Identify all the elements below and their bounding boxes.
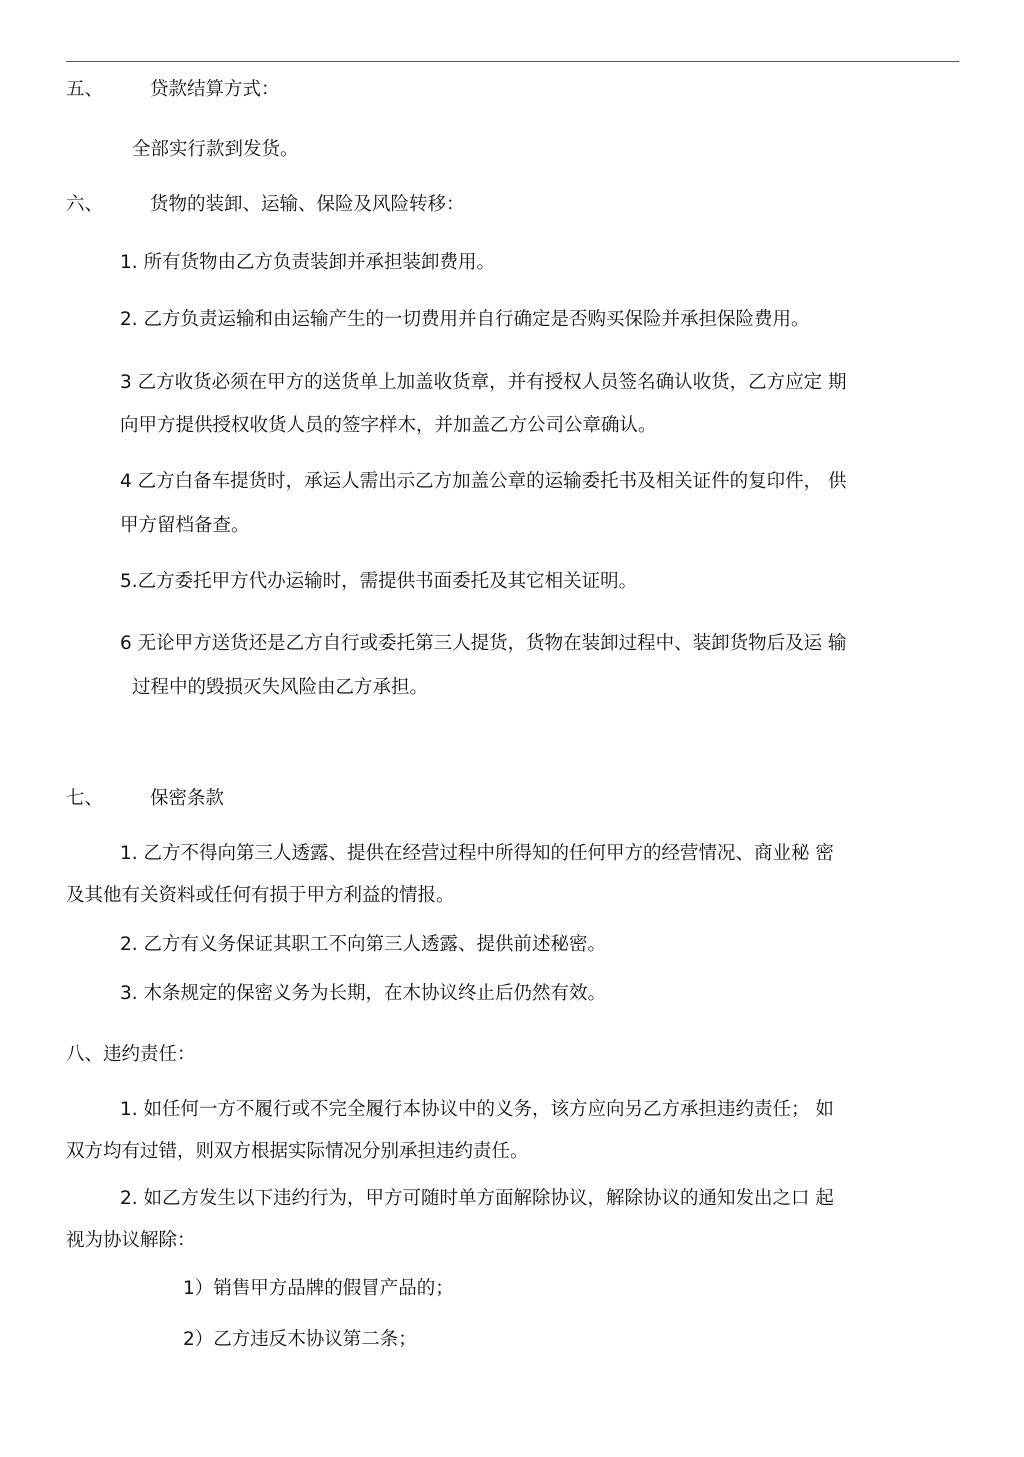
section-8-item-1-line-2: 双方均有过错，则双方根据实际情况分别承担违约责任。 — [66, 1141, 529, 1162]
section-7-item-1-line-1: 1. 乙方不得向第三人透露、提供在经营过程中所得知的任何甲方的经营情况、商业秘 密 — [120, 843, 834, 864]
section-6-item-5: 5.乙方委托甲方代办运输时，需提供书面委托及其它相关证明。 — [120, 571, 638, 592]
section-6-title: 货物的装卸、运输、保险及风险转移： — [150, 194, 465, 215]
section-6-item-2: 2. 乙方负责运输和由运输产生的一切费用并自行确定是否购买保险并承担保险费用。 — [120, 309, 810, 330]
section-6-item-4-line-2: 甲方留档备查。 — [120, 515, 250, 536]
section-5-number: 五、 — [66, 79, 104, 100]
section-8-subitem-2: 2）乙方违反木协议第二条； — [183, 1329, 417, 1350]
section-7-title: 保密条款 — [150, 788, 225, 809]
section-8-item-1-line-1: 1. 如任何一方不履行或不完全履行本协议中的义务，该方应向另乙方承担违约责任； 如 — [120, 1099, 834, 1120]
section-5-title: 贷款结算方式： — [150, 79, 280, 100]
section-5-body: 全部实行款到发货。 — [132, 139, 299, 160]
header-rule — [66, 61, 959, 62]
section-8-subitem-1: 1）销售甲方品牌的假冒产品的； — [183, 1278, 454, 1299]
section-7-item-1-line-2: 及其他有关资料或任何有损于甲方利益的情报。 — [66, 885, 455, 906]
section-6-item-3-line-2: 向甲方提供授权收货人员的签字样木，并加盖乙方公司公章确认。 — [120, 415, 657, 436]
section-8-item-2-line-2: 视为协议解除： — [66, 1230, 196, 1251]
section-6-item-3-line-1: 3 乙方收货必须在甲方的送货单上加盖收货章，并有授权人员签名确认收货，乙方应定 期 — [120, 372, 847, 393]
section-6-item-1: 1. 所有货物由乙方负责装卸并承担装卸费用。 — [120, 252, 496, 273]
section-8-item-2-line-1: 2. 如乙方发生以下违约行为，甲方可随时单方面解除协议，解除协议的通知发出之口 起 — [120, 1188, 834, 1209]
section-7-item-3: 3. 木条规定的保密义务为长期，在木协议终止后仍然有效。 — [120, 983, 607, 1004]
section-7-number: 七、 — [66, 788, 104, 809]
section-6-item-6-line-2: 过程中的毁损灭失风险由乙方承担。 — [132, 677, 429, 698]
section-6-item-6-line-1: 6 无论甲方送货还是乙方自行或委托第三人提货，货物在装卸过程中、装卸货物后及运 输 — [120, 633, 847, 654]
section-7-item-2: 2. 乙方有义务保证其职工不向第三人透露、提供前述秘密。 — [120, 934, 607, 955]
section-6-item-4-line-1: 4 乙方白备车提货时，承运人需出示乙方加盖公章的运输委托书及相关证件的复印件， 供 — [120, 471, 847, 492]
section-8-heading: 八、违约责任： — [66, 1044, 196, 1065]
section-6-number: 六、 — [66, 194, 104, 215]
